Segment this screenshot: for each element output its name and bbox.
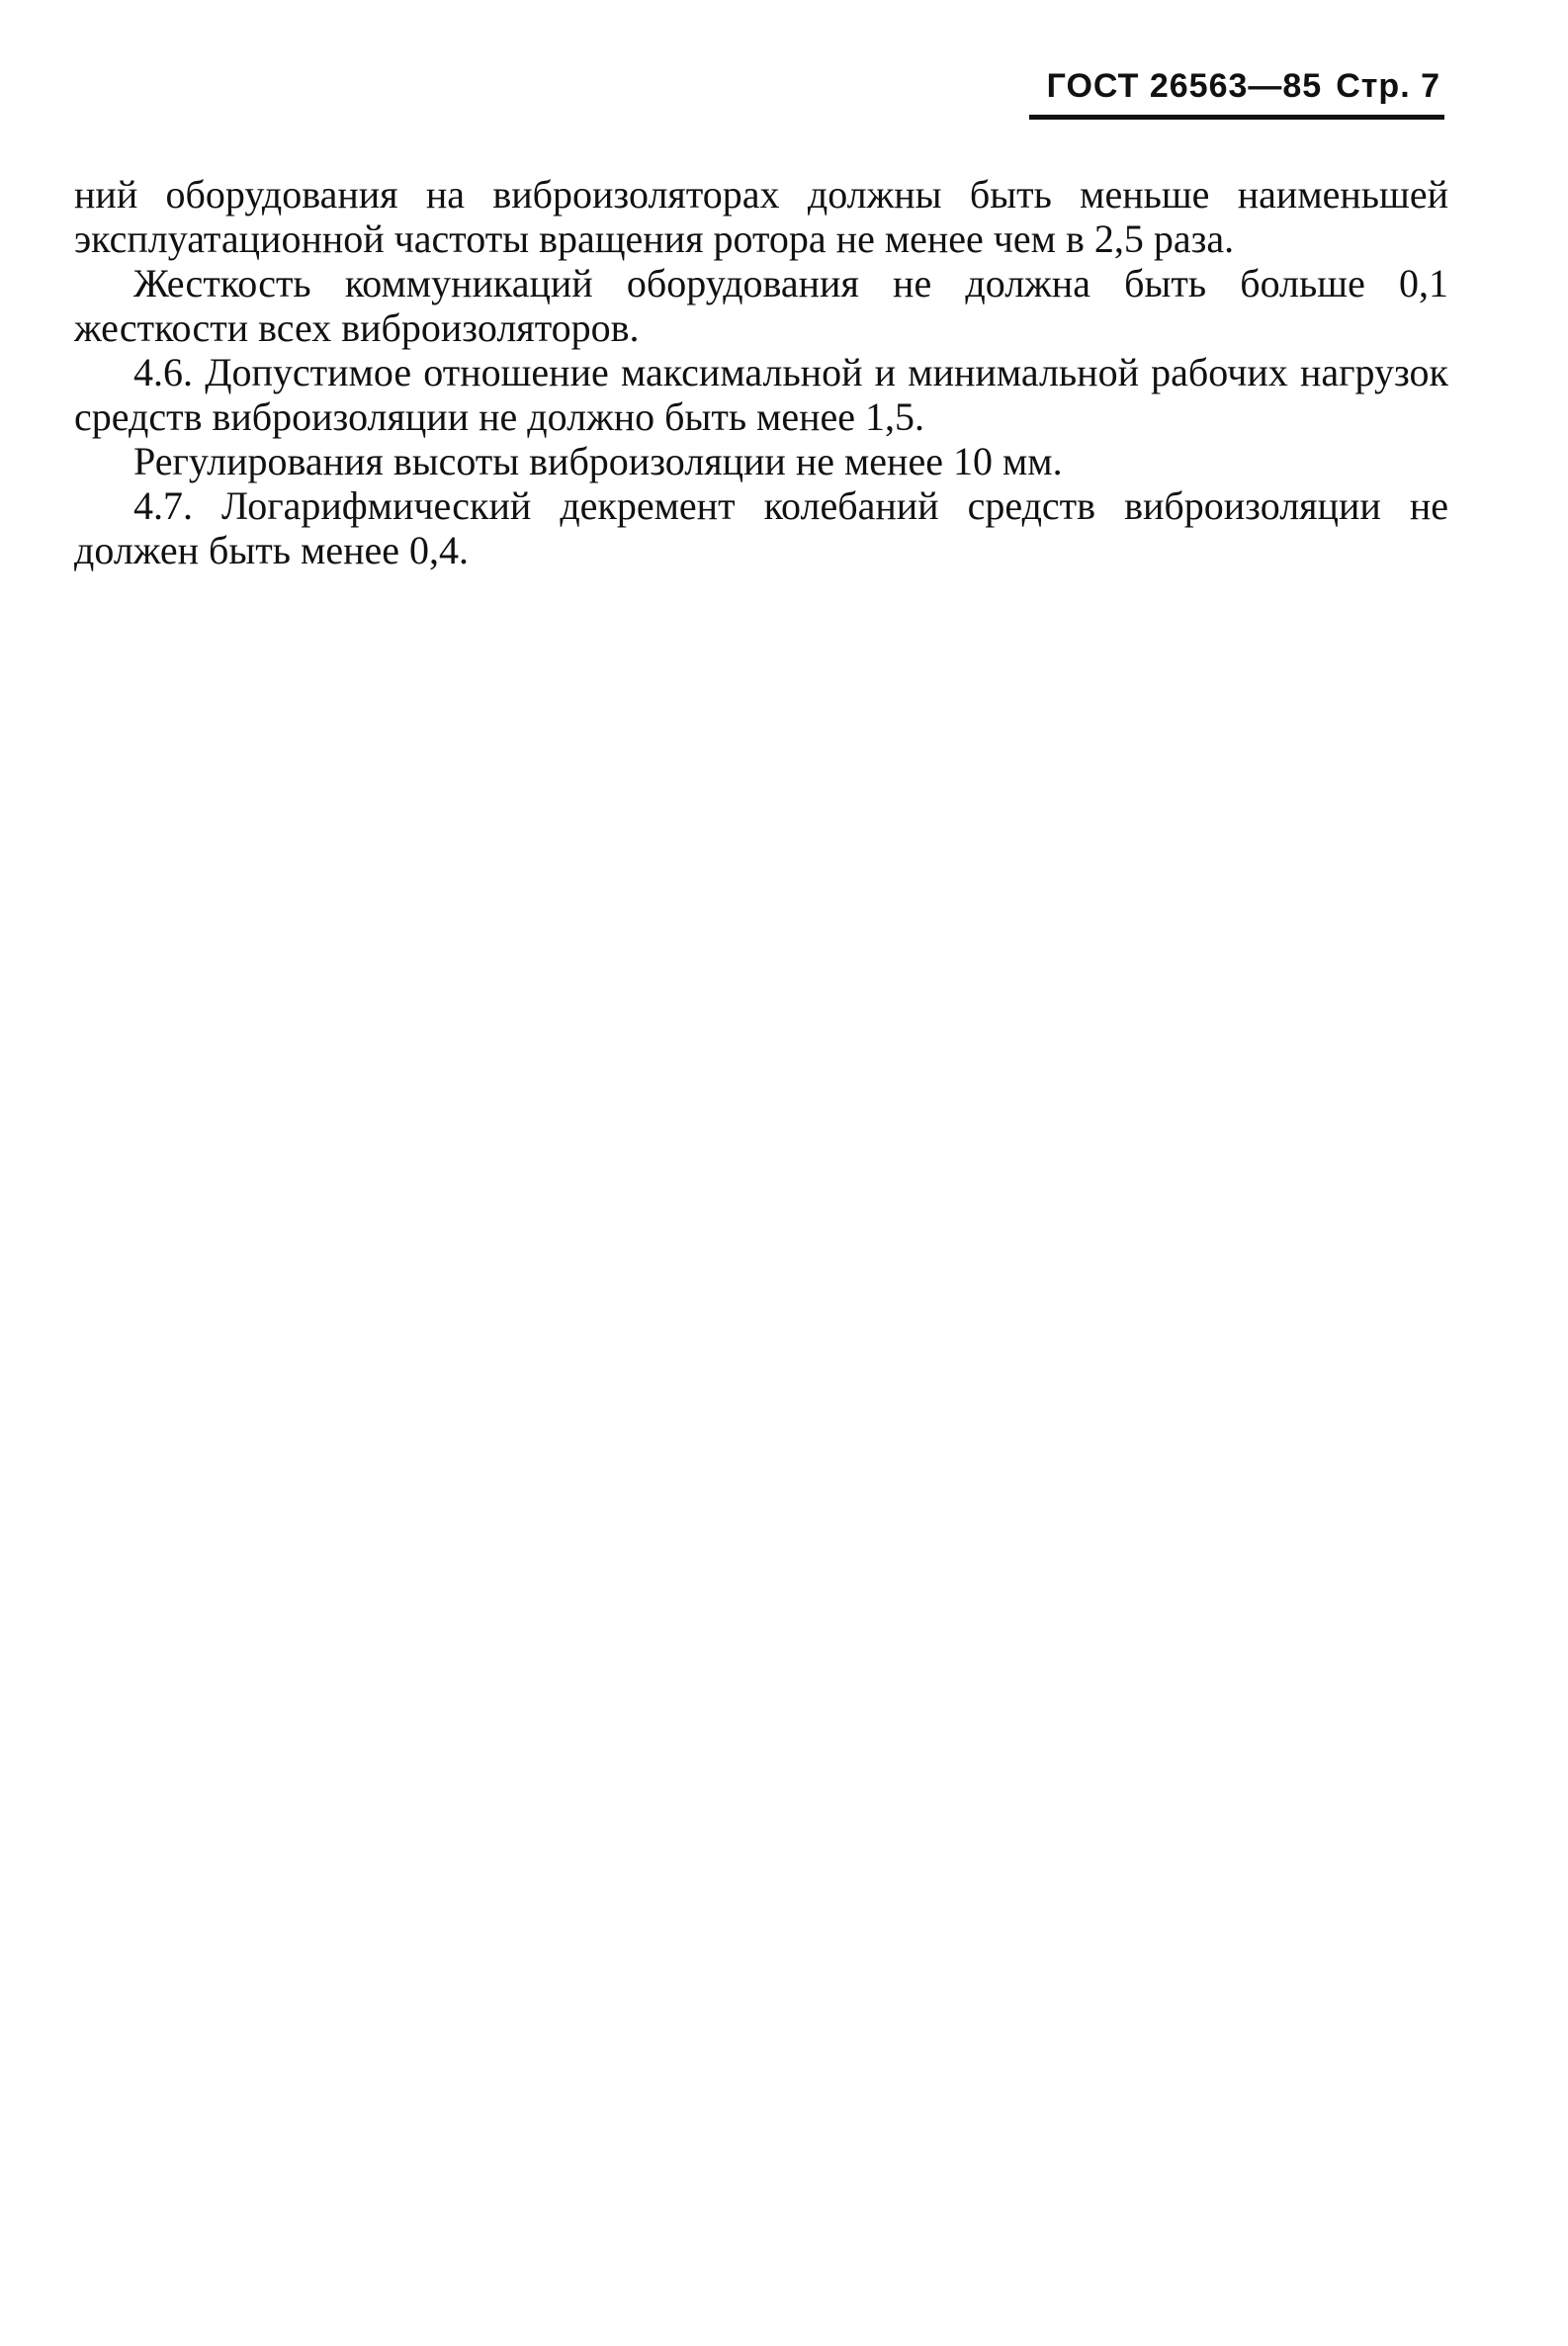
page-header [1047, 67, 1440, 106]
paragraph-4-6: 4.6. Допустимое отношение максимальной и минимальной рабочих нагрузок средств виброизоляции не должно быть менее 1,5. [74, 350, 1448, 439]
header-rule [1029, 115, 1444, 120]
document-number: ГОСТ 26563—85 [1046, 67, 1323, 105]
paragraph-stiffness: Жесткость коммуникаций оборудования не должна быть больше 0,1 жесткости всех виброизоляторов. [74, 261, 1448, 350]
body-text [74, 172, 1448, 572]
paragraph-4-7: 4.7. Логарифмический декремент колебаний средств виброизоляции не должен быть менее 0,4. [74, 483, 1448, 572]
page-number: Стр. 7 [1336, 67, 1440, 105]
paragraph-continuation: ний оборудования на виброизоляторах должны быть меньше наименьшей эксплуатационной частоты вращения ротора не менее чем в 2,5 раза. [74, 172, 1448, 261]
paragraph-height-adjustment: Регулирования высоты виброизоляции не менее 10 мм. [133, 439, 1063, 483]
